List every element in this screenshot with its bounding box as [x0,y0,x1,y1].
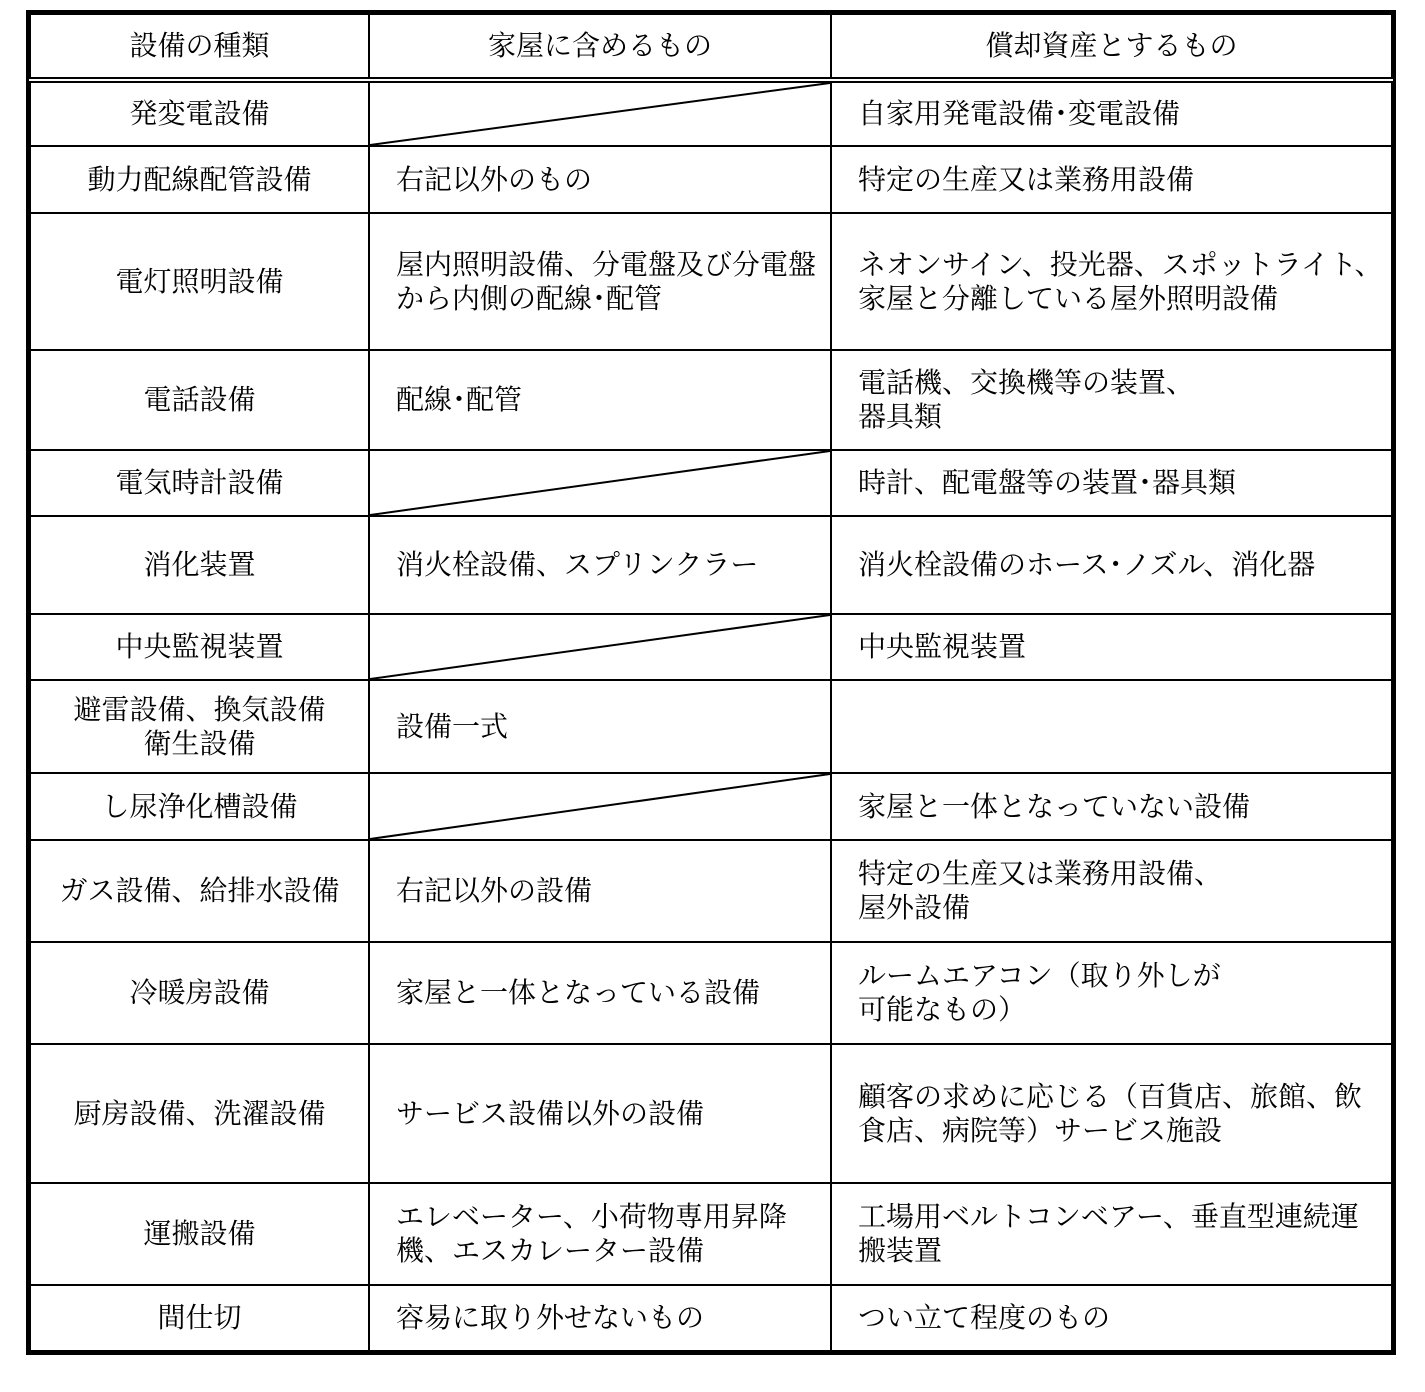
equipment-category-cell: 間仕切 [30,1285,369,1351]
table-row [30,516,1392,614]
depreciable-asset-cell: 時計、配電盤等の装置･器具類 [831,450,1392,516]
header-category: 設備の種類 [30,14,369,80]
not-applicable-slash-cell [369,450,831,516]
depreciable-asset-cell: 特定の生産又は業務用設備、 屋外設備 [831,840,1392,942]
header-included: 家屋に含めるもの [369,14,831,80]
included-in-building-cell: 設備一式 [369,680,831,773]
header-depreciable: 償却資産とするもの [831,14,1392,80]
equipment-category-cell: 動力配線配管設備 [30,146,369,213]
depreciable-asset-cell: 消火栓設備のホース･ノズル、消化器 [831,516,1392,614]
included-in-building-cell: サービス設備以外の設備 [369,1044,831,1183]
diagonal-slash-icon [370,83,830,145]
included-in-building-cell: 容易に取り外せないもの [369,1285,831,1351]
table-row [30,450,1392,516]
equipment-category-cell: 電灯照明設備 [30,213,369,350]
equipment-category-cell: 消化装置 [30,516,369,614]
table-row [30,942,1392,1044]
equipment-category-cell: 電話設備 [30,350,369,450]
diagonal-slash-icon [370,774,830,839]
depreciable-asset-cell: ルームエアコン（取り外しが 可能なもの） [831,942,1392,1044]
depreciable-asset-cell: 自家用発電設備･変電設備 [831,80,1392,146]
depreciable-asset-cell: 工場用ベルトコンベアー、垂直型連続運搬装置 [831,1183,1392,1285]
table-row [30,1183,1392,1285]
table-row [30,213,1392,350]
equipment-category-cell: ガス設備、給排水設備 [30,840,369,942]
depreciable-asset-cell [831,680,1392,773]
included-in-building-cell: エレベーター、小荷物専用昇降機、エスカレーター設備 [369,1183,831,1285]
table-row [30,680,1392,773]
included-in-building-cell: 配線･配管 [369,350,831,450]
depreciable-asset-cell: ネオンサイン、投光器、スポットライト、家屋と分離している屋外照明設備 [831,213,1392,350]
table-row [30,1285,1392,1351]
depreciable-asset-cell: 電話機、交換機等の装置、 器具類 [831,350,1392,450]
not-applicable-slash-cell [369,773,831,840]
depreciable-asset-cell: 顧客の求めに応じる（百貨店、旅館、飲食店、病院等）サービス施設 [831,1044,1392,1183]
depreciable-asset-cell: つい立て程度のもの [831,1285,1392,1351]
diagonal-slash-icon [370,615,830,679]
equipment-classification-table [29,13,1393,1352]
diagonal-slash-icon [370,451,830,515]
equipment-category-cell: 中央監視装置 [30,614,369,680]
table-row [30,614,1392,680]
included-in-building-cell: 右記以外のもの [369,146,831,213]
equipment-category-cell: し尿浄化槽設備 [30,773,369,840]
equipment-category-cell: 運搬設備 [30,1183,369,1285]
table-row [30,146,1392,213]
equipment-category-cell: 電気時計設備 [30,450,369,516]
equipment-category-cell: 厨房設備、洗濯設備 [30,1044,369,1183]
table-row [30,80,1392,146]
included-in-building-cell: 右記以外の設備 [369,840,831,942]
included-in-building-cell: 家屋と一体となっている設備 [369,942,831,1044]
table-row [30,1044,1392,1183]
included-in-building-cell: 屋内照明設備、分電盤及び分電盤から内側の配線･配管 [369,213,831,350]
equipment-category-cell: 発変電設備 [30,80,369,146]
included-in-building-cell: 消火栓設備、スプリンクラー [369,516,831,614]
table-header-row [30,14,1392,80]
depreciable-asset-cell: 中央監視装置 [831,614,1392,680]
equipment-category-cell: 冷暖房設備 [30,942,369,1044]
not-applicable-slash-cell [369,614,831,680]
table-row [30,840,1392,942]
depreciable-asset-cell: 家屋と一体となっていない設備 [831,773,1392,840]
equipment-classification-table-frame [26,10,1396,1355]
table-row [30,350,1392,450]
not-applicable-slash-cell [369,80,831,146]
depreciable-asset-cell: 特定の生産又は業務用設備 [831,146,1392,213]
table-row [30,773,1392,840]
equipment-category-cell: 避雷設備、換気設備 衛生設備 [30,680,369,773]
